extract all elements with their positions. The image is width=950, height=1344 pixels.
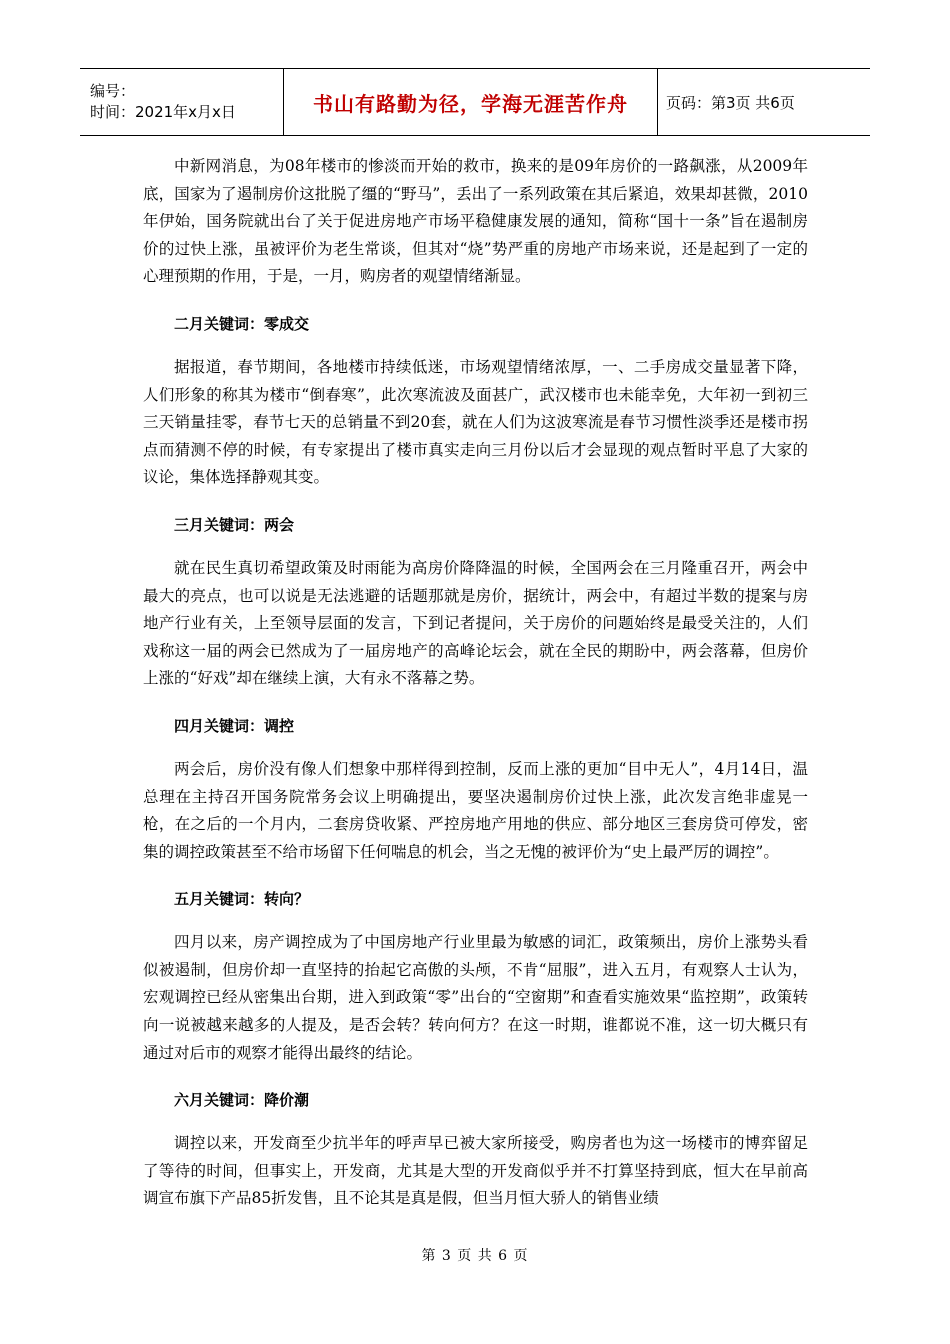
header-meta <box>80 69 283 135</box>
intro-paragraph: 中新网消息，为08年楼市的惨淡而开始的救市，换来的是09年房价的一路飙涨，从2009年底，国家为了遏制房价这批脱了缰的“野马”，丢出了一系列政策在其后紧追，效果却甚微，2010年伊始，国务院就出台了关于促进房地产市场平稳健康发展的通知，简称“国十一条”旨在遏制房价的过快上涨，虽被评价为老生常谈，但其对“烧”势严重的房地产市场来说，还是起到了一定的心理预期的作用，于是，一月，购房者的观望情绪渐显。 <box>143 157 808 286</box>
section-paragraph-may: 四月以来，房产调控成为了中国房地产行业里最为敏感的词汇，政策频出，房价上涨势头看似被遏制，但房价却一直坚持的抬起它高傲的头颅，不肯“屈服”，进入五月，有观察人士认为，宏观调控已经从密集出台期，进入到政策“零”出台的“空窗期”和查看实施效果“监控期”，政策转向一说被越来越多的人提及，是否会转？转向何方？在这一时期，谁都说不准，这一切大概只有通过对后市的观察才能得出最终的结论。 <box>143 933 808 1062</box>
section-heading-may: 五月关键词：转向？ <box>174 890 310 909</box>
page-footer: 第 3 页 共 6 页 <box>421 1248 529 1264</box>
section-heading-april: 四月关键词：调控 <box>174 716 295 735</box>
date-text: 时间：2021年x月x日 <box>90 103 236 121</box>
section-paragraph-june: 调控以来，开发商至少抗半年的呼声早已被大家所接受，购房者也为这一场楼市的博弈留足了等待的时间，但事实上，开发商，尤其是大型的开发商似乎并不打算坚持到底，恒大在早前高调宣布旗下产品85折发售，且不论其是真是假，但当月恒大骄人的销售业绩 <box>143 1134 808 1208</box>
doc-number-label: 编号： <box>90 82 136 100</box>
section-heading-february: 二月关键词：零成交 <box>174 314 310 333</box>
article-body <box>143 153 808 1213</box>
page-header <box>80 68 870 136</box>
section-paragraph-february: 据报道，春节期间，各地楼市持续低迷，市场观望情绪浓厚，一、二手房成交量显著下降，人们形象的称其为楼市“倒春寒”，此次寒流波及面甚广，武汉楼市也未能幸免，大年初一到初三三天销量挂零，春节七天的总销量不到20套，就在人们为这波寒流是春节习惯性淡季还是楼市拐点而猜测不停的时候，有专家提出了楼市真实走向三月份以后才会显现的观点暂时平息了大家的议论，集体选择静观其变。 <box>143 357 808 487</box>
section-heading-june: 六月关键词：降价潮 <box>174 1091 310 1110</box>
section-paragraph-april: 两会后，房价没有像人们想象中那样得到控制，反而上涨的更加“目中无人”，4月14日，温总理在主持召开国务院常务会议上明确提出，要坚决遏制房价过快上涨，此次发言绝非虚晃一枪，在之后的一个月内，二套房贷收紧、严控房地产用地的供应、部分地区三套房贷可停发，密集的调控政策甚至不给市场留下任何喘息的机会，当之无愧的被评价为“史上最严厉的调控”。 <box>143 759 808 861</box>
section-paragraph-march: 就在民生真切希望政策及时雨能为高房价降降温的时候，全国两会在三月隆重召开，两会中最大的亮点，也可以说是无法逃避的话题那就是房价，据统计，两会中，有超过半数的提案与房地产行业有关，上至领导层面的发言，下到记者提问，关于房价的问题始终是最受关注的，人们戏称这一届的两会已然成为了一届房地产的高峰论坛会，就在全民的期盼中，两会落幕，但房价上涨的“好戏”却在继续上演，大有永不落幕之势。 <box>143 558 808 688</box>
header-page-info: 页码：第3页 共6页 <box>666 93 795 112</box>
header-motto: 书山有路勤为径，学海无涯苦作舟 <box>283 69 658 135</box>
section-heading-march: 三月关键词：两会 <box>174 515 295 534</box>
